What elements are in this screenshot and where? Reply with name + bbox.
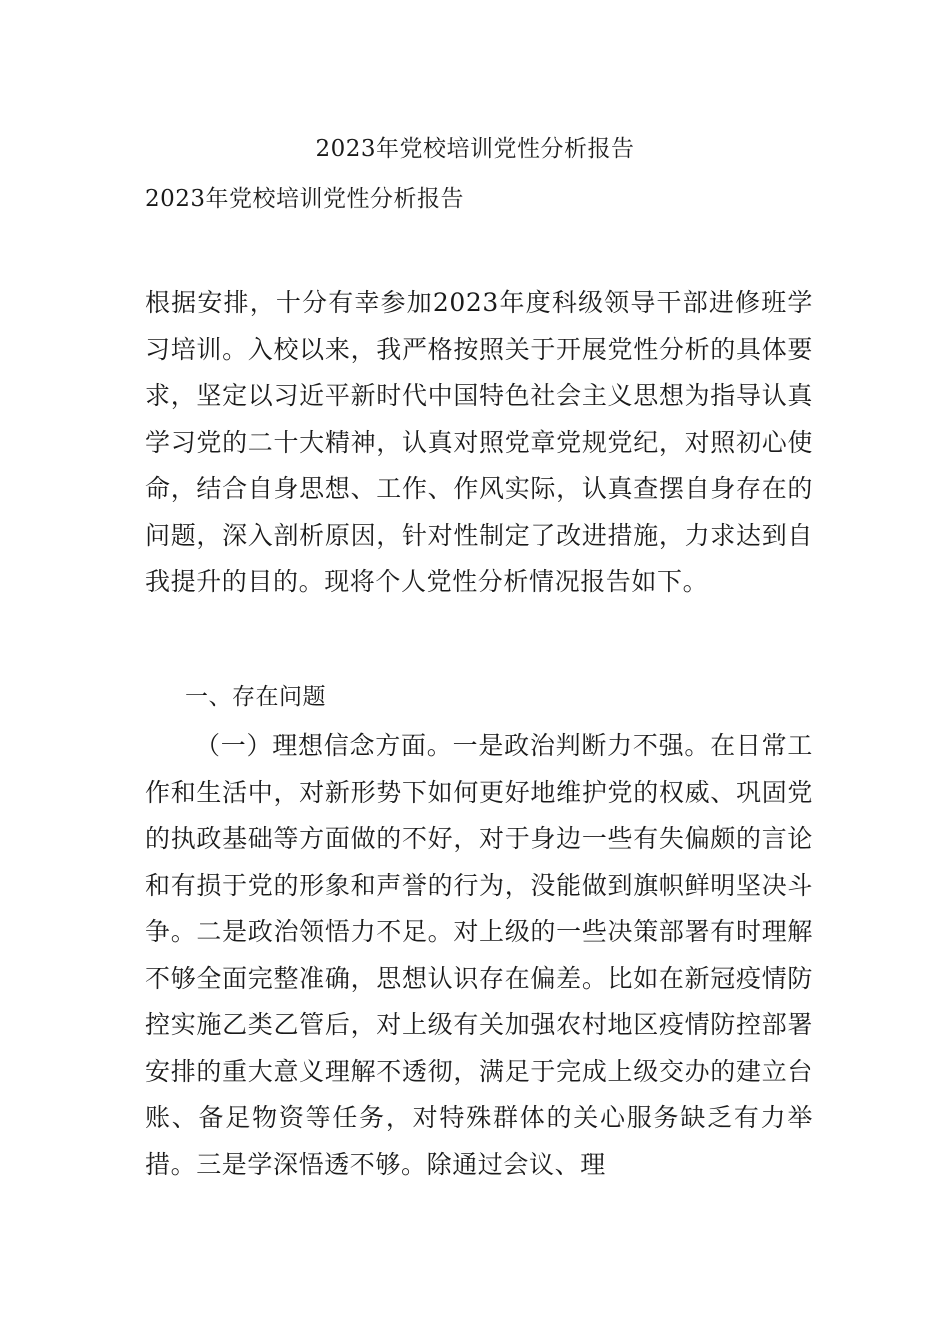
document-title: 2023年党校培训党性分析报告	[315, 136, 635, 162]
section-heading: 一、存在问题	[185, 684, 326, 710]
section-paragraph: （一）理想信念方面。一是政治判断力不强。在日常工作和生活中，对新形势下如何更好地维护党的权威、巩固党的执政基础等方面做的不好，对于身边一些有失偏颇的言论和有损于党的形象和声誉的行为，没能做到旗帜鲜明坚决斗争。二是政治领悟力不足。对上级的一些决策部署有时理解不够全面完整准确，思想认识存在偏差。比如在新冠疫情防控实施乙类乙管后，对上级有关加强农村地区疫情防控部署安排的重大意义理解不透彻，满足于完成上级交办的建立台账、备足物资等任务，对特殊群体的关心服务缺乏有力举措。三是学深悟透不够。除通过会议、理	[145, 731, 813, 1179]
document-subtitle: 2023年党校培训党性分析报告	[145, 186, 465, 212]
intro-paragraph: 根据安排，十分有幸参加2023年度科级领导干部进修班学习培训。入校以来，我严格按照关于开展党性分析的具体要求，坚定以习近平新时代中国特色社会主义思想为指导认真学习党的二十大精神，认真对照党章党规党纪，对照初心使命，结合自身思想、工作、作风实际，认真查摆自身存在的问题，深入剖析原因，针对性制定了改进措施，力求达到自我提升的目的。现将个人党性分析情况报告如下。	[145, 288, 813, 596]
